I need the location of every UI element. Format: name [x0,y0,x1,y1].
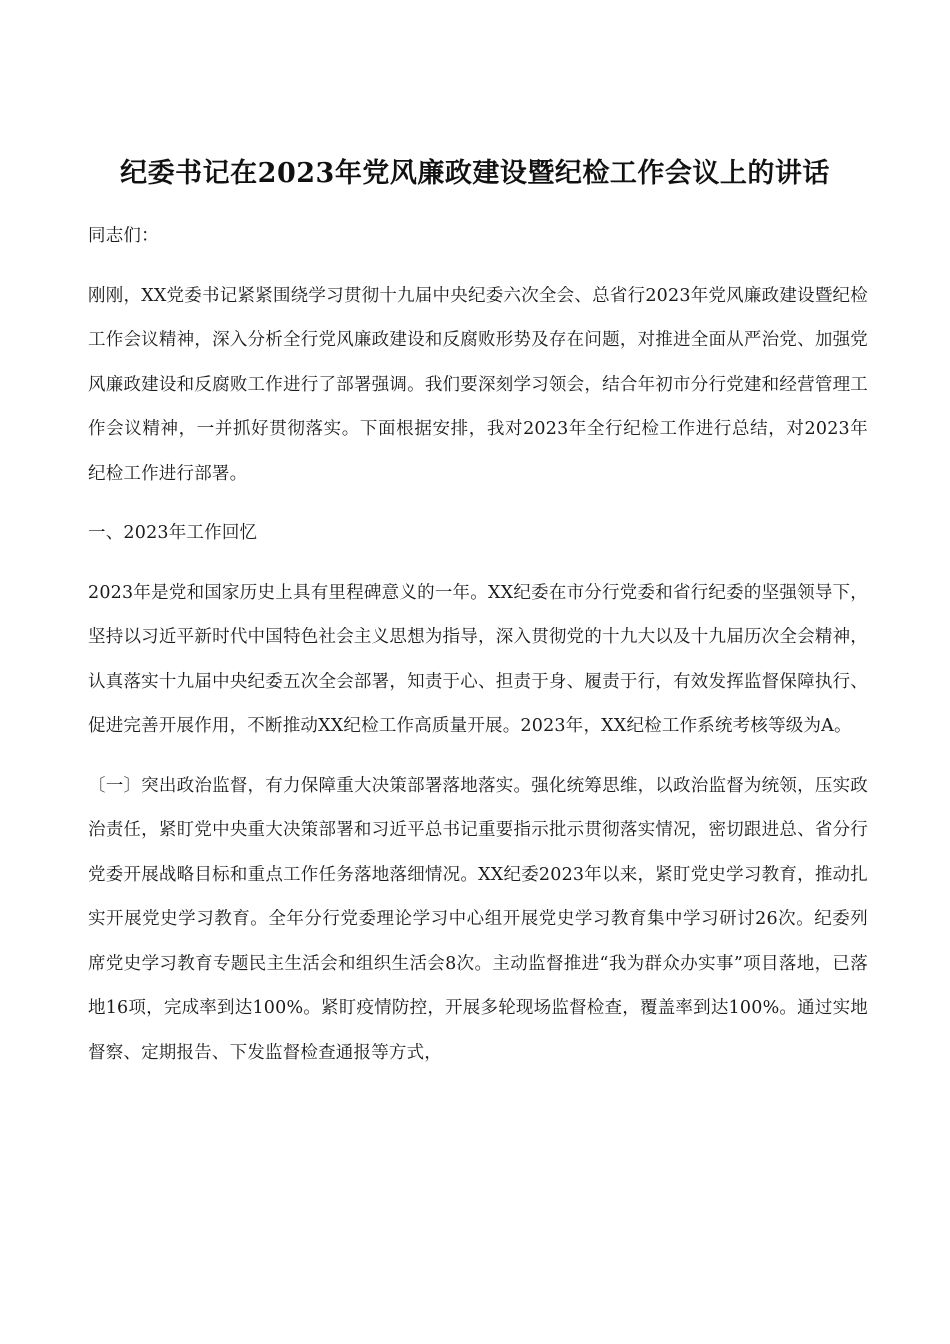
salutation-paragraph: 同志们： [88,226,159,246]
political-supervision-paragraph: 〔一〕突出政治监督，有力保障重大决策部署落地落实。强化统筹思维，以政治监督为统领，压实政治责任，紧盯党中央重大决策部署和习近平总书记重要指示批示贯彻落实情况，密切跟进总、省分行党委开展战略目标和重点工作任务落地落细情况。XX纪委2023年以来，紧盯党史学习教育，推动扎实开展党史学习教育。全年分行党委理论学习中心组开展党史学习教育集中学习研讨26次。纪委列席党史学习教育专题民主生活会和组织生活会8次。主动监督推进“我为群众办实事”项目落地，已落地16项，完成率到达100%。紧盯疫情防控，开展多轮现场监督检查，覆盖率到达100%。通过实地督察、定期报告、下发监督检查通报等方式， [88,775,868,1063]
section-heading: 一、2023年工作回忆 [88,523,258,543]
document-body [88,214,868,1075]
document-title: 纪委书记在2023年党风廉政建设暨纪检工作会议上的讲话 [120,158,830,189]
review-paragraph: 2023年是党和国家历史上具有里程碑意义的一年。XX纪委在市分行党委和省行纪委的坚强领导下，坚持以习近平新时代中国特色社会主义思想为指导，深入贯彻党的十九大以及十九届历次全会精神，认真落实十九届中央纪委五次全会部署，知责于心、担责于身、履责于行，有效发挥监督保障执行、促进完善开展作用，不断推动XX纪检工作高质量开展。2023年，XX纪检工作系统考核等级为A。 [88,582,868,736]
intro-paragraph: 刚刚，XX党委书记紧紧围绕学习贯彻十九届中央纪委六次全会、总省行2023年党风廉政建设暨纪检工作会议精神，深入分析全行党风廉政建设和反腐败形势及存在问题，对推进全面从严治党、加强党风廉政建设和反腐败工作进行了部署强调。我们要深刻学习领会，结合年初市分行党建和经营管理工作会议精神，一并抓好贯彻落实。下面根据安排，我对2023年全行纪检工作进行总结，对2023年纪检工作进行部署。 [88,285,868,484]
